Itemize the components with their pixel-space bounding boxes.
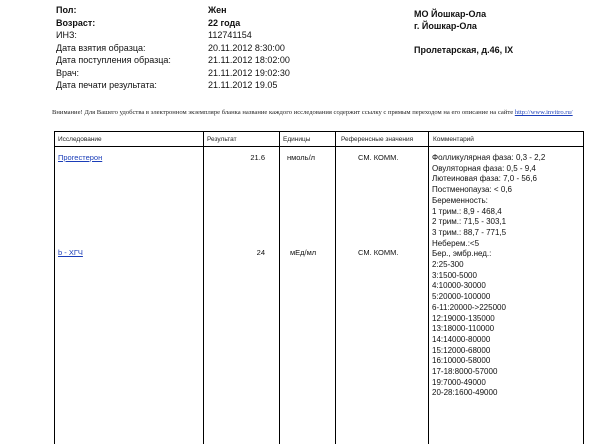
age-label: Возраст: [56,17,96,28]
header-result: Результат [207,136,237,143]
comment-line: 4:10000-30000 [432,281,486,291]
result-value-hcg: 24 [256,248,265,257]
comment-line: 20-28:1600-49000 [432,388,498,398]
comment-line: 19:7000-49000 [432,377,486,387]
doctor-label: Врач: [56,67,80,78]
comment-line: Фолликулярная фаза: 0,3 - 2,2 [432,153,546,162]
comment-list [432,153,582,399]
clinic-line-1: МО Йошкар-Ола [414,9,487,19]
comment-line: 3 трим.: 88,7 - 771,5 [432,227,507,237]
comment-line: Бер., эмбр.нед.: [432,249,492,259]
patient-row-doctor [56,67,536,80]
arrival-date-value: 21.11.2012 18:02:00 [208,55,290,65]
comment-line: 16:10000-58000 [432,356,491,366]
header-reference: Референсные значения [341,136,414,143]
result-value-progesterone: 21.6 [250,153,265,162]
comment-line: Овуляторная фаза: 0,5 - 9,4 [432,163,536,173]
patient-row-print-date [56,79,536,92]
column-divider [203,132,204,444]
comment-line: 15:12000-68000 [432,345,491,355]
notice-body: Внимание! Для Вашего удобства в электронном экземпляре бланка название каждого исследования содержит ссылку с прямым переходом на его описание на сайте [52,109,515,116]
comment-line: 3:1500-5000 [432,270,477,280]
table-header [55,132,583,147]
comment-line: 14:14000-80000 [432,334,491,344]
comment-line: 2:25-300 [432,260,464,270]
clinic-line-2: г. Йошкар-Ола [414,21,477,31]
header-units: Единицы [283,136,311,143]
header-test: Исследование [58,136,102,143]
comment-line: 5:20000-100000 [432,292,491,302]
comment-line: Беременность: [432,195,488,205]
inz-value: 112741154 [208,30,252,40]
print-date-label: Дата печати результата: [56,80,157,90]
units-progesterone: нмоль/л [287,153,316,162]
comment-line: Неберем.:<5 [432,238,480,248]
comment-line: 13:18000-110000 [432,324,495,334]
doctor-value: 21.11.2012 19:02:30 [208,67,290,78]
column-divider [279,132,280,444]
comment-line: Лютеиновая фаза: 7,0 - 56,6 [432,174,537,184]
test-link-progesterone[interactable]: Прогестерон [58,153,103,162]
comment-line: Постменопауза: < 0,6 [432,185,512,195]
sex-label: Пол: [56,5,77,15]
comment-line: 1 трим.: 8,9 - 468,4 [432,206,502,216]
inz-label: ИНЗ: [56,30,77,40]
notice-link[interactable]: http://www.invitro.ru/ [514,109,573,116]
sample-date-value: 20.11.2012 8:30:00 [208,42,285,53]
reference-progesterone: СМ. КОММ. [358,153,399,162]
column-divider [428,132,429,444]
clinic-name [414,8,486,32]
age-value: 22 года [208,17,241,28]
results-table [54,131,584,444]
test-link-hcg[interactable]: b - ХГЧ [58,248,83,257]
sex-value: Жен [208,5,227,15]
comment-line: 17-18:8000-57000 [432,367,498,377]
clinic-address: Пролетарская, д.46, IX [414,45,514,55]
notice-text [52,107,582,118]
comment-line: 12:19000-135000 [432,313,495,323]
comment-line: 2 трим.: 71,5 - 303,1 [432,217,507,227]
print-date-value: 21.11.2012 19.05 [208,80,278,90]
arrival-date-label: Дата поступления образца: [56,55,171,65]
column-divider [335,132,336,444]
patient-row-arrival-date [56,54,536,67]
units-hcg: мЕд/мл [290,248,317,257]
comment-line: 6-11:20000->225000 [432,302,506,312]
header-comment: Комментарий [433,136,474,143]
sample-date-label: Дата взятия образца: [56,42,146,53]
reference-hcg: СМ. КОММ. [358,248,399,257]
